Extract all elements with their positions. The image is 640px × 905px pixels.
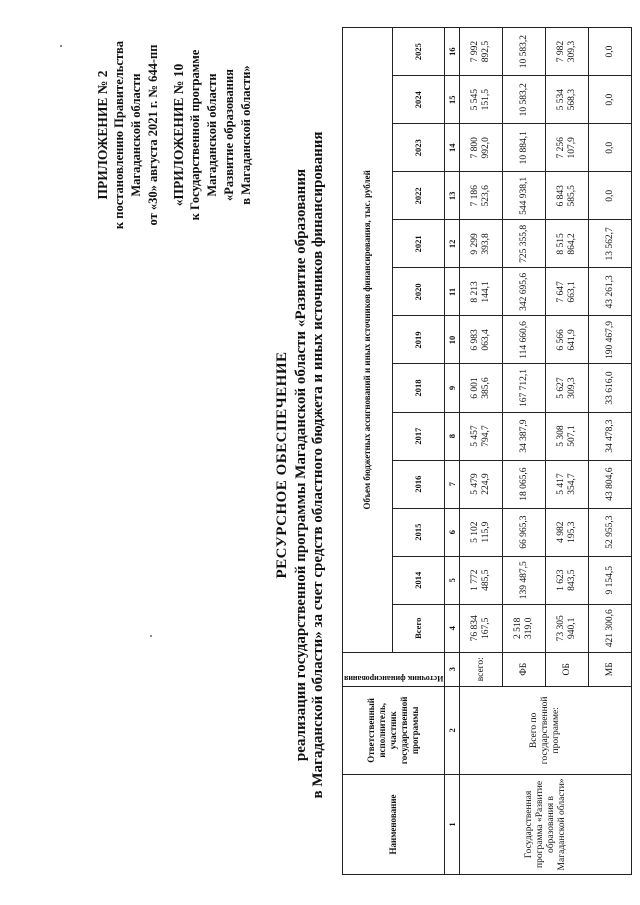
appendix-line: Магаданской области <box>129 73 143 197</box>
value-cell: 7 800 992,0 <box>460 124 503 172</box>
year-cell: 2024 <box>393 76 445 124</box>
value-cell: 2 518 319,0 <box>503 604 546 652</box>
value-cell: 5 534 568,3 <box>546 76 589 124</box>
value-cell: 52 955,3 <box>589 508 632 556</box>
value-cell: 6 983 063,4 <box>460 316 503 364</box>
appendix-line: в Магаданской области» <box>239 65 253 205</box>
value-cell: 5 479 224,9 <box>460 460 503 508</box>
index-cell: 11 <box>445 268 460 316</box>
title-line: в Магаданской области» за счет средств областного бюджета и иных источников финансирования <box>310 131 326 799</box>
year-cell: 2016 <box>393 460 445 508</box>
value-cell: 10 583,2 <box>503 28 546 76</box>
header-name: Наименование <box>343 774 445 874</box>
document-title <box>274 85 327 845</box>
appendix-date: от «30» августа 2021 г. № 644-пп <box>146 44 160 226</box>
index-cell: 6 <box>445 508 460 556</box>
year-cell: 2023 <box>393 124 445 172</box>
value-cell: 544 938,1 <box>503 172 546 220</box>
year-cell: 2025 <box>393 28 445 76</box>
index-cell: 3 <box>445 652 460 686</box>
value-cell: 190 467,9 <box>589 316 632 364</box>
value-cell: 18 065,6 <box>503 460 546 508</box>
source-cell: всего: <box>460 652 503 686</box>
value-cell: 167 712,1 <box>503 364 546 412</box>
value-cell: 73 305 940,1 <box>546 604 589 652</box>
year-cell: 2022 <box>393 172 445 220</box>
year-cell: 2014 <box>393 556 445 604</box>
value-cell: 9 154,5 <box>589 556 632 604</box>
value-cell: 725 355,8 <box>503 220 546 268</box>
value-cell: 139 487,5 <box>503 556 546 604</box>
index-cell: 1 <box>445 774 460 874</box>
value-cell: 43 261,3 <box>589 268 632 316</box>
value-cell: 7 186 523,6 <box>460 172 503 220</box>
table-row <box>460 28 503 875</box>
value-cell: 34 387,9 <box>503 412 546 460</box>
value-cell: 4 982 195,3 <box>546 508 589 556</box>
value-cell: 10 583,2 <box>503 76 546 124</box>
value-cell: 8 515 864,2 <box>546 220 589 268</box>
value-cell: 7 256 107,9 <box>546 124 589 172</box>
header-responsible: Ответственный исполнитель, участник государственной программы <box>343 686 445 774</box>
value-cell: 5 417 354,7 <box>546 460 589 508</box>
value-cell: 5 457 794,7 <box>460 412 503 460</box>
appendix-line: к постановлению Правительства <box>112 40 126 230</box>
value-cell: 7 647 663,1 <box>546 268 589 316</box>
value-cell: 6 843 585,5 <box>546 172 589 220</box>
value-cell: 6 566 641,9 <box>546 316 589 364</box>
year-cell: 2018 <box>393 364 445 412</box>
year-cell: 2019 <box>393 316 445 364</box>
value-cell: 5 627 309,3 <box>546 364 589 412</box>
index-cell: 5 <box>445 556 460 604</box>
index-cell: 15 <box>445 76 460 124</box>
value-cell: 421 300,6 <box>589 604 632 652</box>
value-cell: 0,0 <box>589 76 632 124</box>
title-main: РЕСУРСНОЕ ОБЕСПЕЧЕНИЕ <box>274 351 290 579</box>
index-cell: 12 <box>445 220 460 268</box>
appendix-subtitle: «ПРИЛОЖЕНИЕ № 10 <box>171 63 186 207</box>
year-cell: 2017 <box>393 412 445 460</box>
value-cell: 1 772 485,5 <box>460 556 503 604</box>
value-cell: 342 695,6 <box>503 268 546 316</box>
source-cell: ФБ <box>503 652 546 686</box>
appendix-line: «Развитие образования <box>222 69 236 201</box>
index-cell: 9 <box>445 364 460 412</box>
value-cell: 0,0 <box>589 172 632 220</box>
value-cell: 5 102 115,9 <box>460 508 503 556</box>
value-cell: 9 299 393,8 <box>460 220 503 268</box>
value-cell: 43 804,6 <box>589 460 632 508</box>
value-cell: 6 001 385,6 <box>460 364 503 412</box>
value-cell: 76 834 167,5 <box>460 604 503 652</box>
year-cell: Всего <box>393 604 445 652</box>
year-cell: 2020 <box>393 268 445 316</box>
value-cell: 5 308 507,1 <box>546 412 589 460</box>
value-cell: 7 992 892,5 <box>460 28 503 76</box>
index-cell: 8 <box>445 412 460 460</box>
value-cell: 7 982 309,3 <box>546 28 589 76</box>
resource-table <box>342 27 632 875</box>
program-name-cell: Государственная программа «Развитие образования в Магаданской области» <box>460 774 632 874</box>
index-cell: 14 <box>445 124 460 172</box>
year-cell: 2015 <box>393 508 445 556</box>
year-cell: 2021 <box>393 220 445 268</box>
value-cell: 1 623 843,5 <box>546 556 589 604</box>
value-cell: 0,0 <box>589 124 632 172</box>
index-cell: 7 <box>445 460 460 508</box>
index-cell: 4 <box>445 604 460 652</box>
index-row <box>445 28 460 875</box>
source-cell: ОБ <box>546 652 589 686</box>
title-line: реализации государственной программы Магаданской области «Развитие образования <box>293 168 309 762</box>
index-cell: 10 <box>445 316 460 364</box>
program-responsible-cell: Всего по государственной программе: <box>460 686 632 774</box>
value-cell: 13 562,7 <box>589 220 632 268</box>
value-cell: 66 965,3 <box>503 508 546 556</box>
header-source <box>343 652 445 686</box>
value-cell: 34 478,3 <box>589 412 632 460</box>
index-cell: 16 <box>445 28 460 76</box>
value-cell: 33 616,0 <box>589 364 632 412</box>
appendix-title: ПРИЛОЖЕНИЕ № 2 <box>95 70 110 200</box>
value-cell: 10 884,1 <box>503 124 546 172</box>
appendix-line: к Государственной программе <box>188 49 202 221</box>
index-cell: 2 <box>445 686 460 774</box>
value-cell: 114 660,6 <box>503 316 546 364</box>
header-volume: Объем бюджетных ассигнований и иных источников финансирования, тыс. рублей <box>343 28 393 653</box>
value-cell: 5 545 151,5 <box>460 76 503 124</box>
header-source-text: Источник финансирования <box>344 673 444 683</box>
source-cell: МБ <box>589 652 632 686</box>
index-cell: 13 <box>445 172 460 220</box>
appendix-header <box>86 5 255 265</box>
appendix-line: Магаданской области <box>205 73 219 197</box>
value-cell: 0,0 <box>589 28 632 76</box>
value-cell: 8 213 144,1 <box>460 268 503 316</box>
